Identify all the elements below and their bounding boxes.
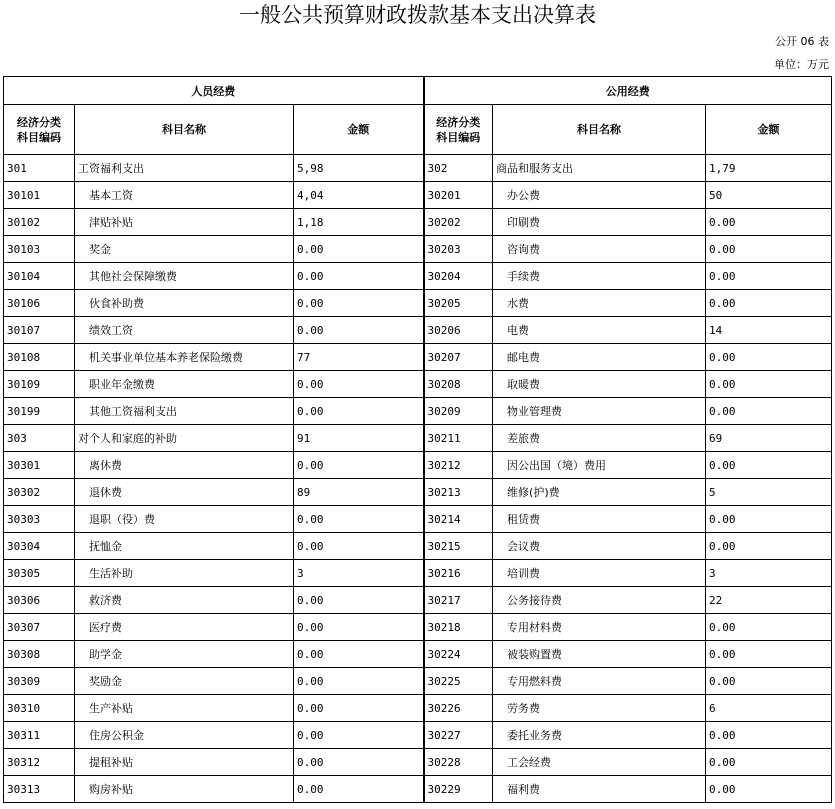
- table-row: [4, 236, 832, 263]
- expense-name-cell: 取暖费: [493, 371, 706, 398]
- expense-code-cell: 30308: [4, 641, 75, 668]
- expense-code-cell: 30225: [424, 668, 493, 695]
- expense-amount-cell: 0.00: [294, 776, 424, 803]
- expense-code-cell: 30306: [4, 587, 75, 614]
- table-row: [4, 263, 832, 290]
- expense-code-cell: 30206: [424, 317, 493, 344]
- expense-name-cell: 工资福利支出: [75, 155, 294, 182]
- expense-name-cell: 咨询费: [493, 236, 706, 263]
- expense-name-cell: 机关事业单位基本养老保险缴费: [75, 344, 294, 371]
- expense-amount-cell: 0.00: [294, 263, 424, 290]
- column-header-amount: 金额: [706, 105, 832, 155]
- expense-amount-cell: 14: [706, 317, 832, 344]
- expense-code-cell: 30106: [4, 290, 75, 317]
- expense-code-cell: 30208: [424, 371, 493, 398]
- expense-code-cell: 30101: [4, 182, 75, 209]
- expense-amount-cell: 0.00: [294, 722, 424, 749]
- expense-amount-cell: 0.00: [294, 614, 424, 641]
- expense-amount-cell: 0.00: [294, 668, 424, 695]
- expense-name-cell: 手续费: [493, 263, 706, 290]
- table-row: [4, 344, 832, 371]
- expense-name-cell: 工会经费: [493, 749, 706, 776]
- expense-name-cell: 维修(护)费: [493, 479, 706, 506]
- table-row: [4, 209, 832, 236]
- expense-code-cell: 30202: [424, 209, 493, 236]
- expense-name-cell: 其他社会保障缴费: [75, 263, 294, 290]
- expense-amount-cell: 0.00: [294, 452, 424, 479]
- expense-amount-cell: 0.00: [706, 209, 832, 236]
- expense-name-cell: 奖励金: [75, 668, 294, 695]
- expense-name-cell: 水费: [493, 290, 706, 317]
- table-row: [4, 371, 832, 398]
- expense-code-cell: 30204: [424, 263, 493, 290]
- expense-amount-cell: 3: [706, 560, 832, 587]
- expense-name-cell: 福利费: [493, 776, 706, 803]
- expense-code-cell: 303: [4, 425, 75, 452]
- expense-code-cell: 30227: [424, 722, 493, 749]
- table-row: [4, 776, 832, 803]
- expense-amount-cell: 0.00: [706, 722, 832, 749]
- expense-name-cell: 津贴补贴: [75, 209, 294, 236]
- expense-name-cell: 生活补助: [75, 560, 294, 587]
- expense-name-cell: 住房公积金: [75, 722, 294, 749]
- expense-name-cell: 公务接待费: [493, 587, 706, 614]
- expense-name-cell: 商品和服务支出: [493, 155, 706, 182]
- expense-amount-cell: 0.00: [294, 587, 424, 614]
- table-row: [4, 749, 832, 776]
- expense-amount-cell: 0.00: [294, 695, 424, 722]
- expense-amount-cell: 0.00: [706, 452, 832, 479]
- expense-code-cell: 30228: [424, 749, 493, 776]
- expense-code-cell: 30108: [4, 344, 75, 371]
- table-row: [4, 533, 832, 560]
- expense-amount-cell: 0.00: [706, 344, 832, 371]
- expense-amount-cell: 6: [706, 695, 832, 722]
- expense-amount-cell: 0.00: [706, 263, 832, 290]
- expense-code-cell: 30226: [424, 695, 493, 722]
- table-row: [4, 695, 832, 722]
- expense-name-cell: 基本工资: [75, 182, 294, 209]
- expense-code-cell: 30216: [424, 560, 493, 587]
- table-row: [4, 560, 832, 587]
- expense-amount-cell: 4,04: [294, 182, 424, 209]
- expense-code-cell: 30207: [424, 344, 493, 371]
- page-title: 一般公共预算财政拨款基本支出决算表: [239, 3, 596, 27]
- expense-code-cell: 30215: [424, 533, 493, 560]
- table-row: [4, 614, 832, 641]
- expense-code-cell: 30229: [424, 776, 493, 803]
- expense-code-cell: 30199: [4, 398, 75, 425]
- expense-code-cell: 30301: [4, 452, 75, 479]
- expense-amount-cell: 0.00: [294, 749, 424, 776]
- expense-code-cell: 30217: [424, 587, 493, 614]
- expense-name-cell: 物业管理费: [493, 398, 706, 425]
- expense-amount-cell: 89: [294, 479, 424, 506]
- expense-amount-cell: 0.00: [294, 398, 424, 425]
- expense-code-cell: 30309: [4, 668, 75, 695]
- expense-amount-cell: 3: [294, 560, 424, 587]
- table-row: [4, 425, 832, 452]
- table-row: [4, 722, 832, 749]
- table-row: [4, 668, 832, 695]
- expense-name-cell: 生产补贴: [75, 695, 294, 722]
- column-header-code: 经济分类 科目编码: [4, 105, 75, 155]
- expense-amount-cell: 5,98: [294, 155, 424, 182]
- expense-amount-cell: 5: [706, 479, 832, 506]
- column-header-code: 经济分类 科目编码: [424, 105, 493, 155]
- table-row: [4, 479, 832, 506]
- expense-amount-cell: 0.00: [294, 290, 424, 317]
- expense-code-cell: 30304: [4, 533, 75, 560]
- expense-code-cell: 30205: [424, 290, 493, 317]
- expense-code-cell: 30102: [4, 209, 75, 236]
- expense-amount-cell: 0.00: [706, 371, 832, 398]
- expense-amount-cell: 1,18: [294, 209, 424, 236]
- section-header-public: 公用经费: [424, 77, 832, 105]
- expense-amount-cell: 91: [294, 425, 424, 452]
- expense-amount-cell: 0.00: [706, 749, 832, 776]
- table-row: [4, 452, 832, 479]
- expense-name-cell: 专用燃料费: [493, 668, 706, 695]
- expense-name-cell: 委托业务费: [493, 722, 706, 749]
- expense-name-cell: 因公出国（境）费用: [493, 452, 706, 479]
- expense-amount-cell: 0.00: [706, 398, 832, 425]
- expense-amount-cell: 69: [706, 425, 832, 452]
- expense-amount-cell: 0.00: [706, 668, 832, 695]
- table-row: [4, 641, 832, 668]
- expense-name-cell: 医疗费: [75, 614, 294, 641]
- expense-name-cell: 印刷费: [493, 209, 706, 236]
- expense-name-cell: 助学金: [75, 641, 294, 668]
- expense-code-cell: 30201: [424, 182, 493, 209]
- expense-code-cell: 30211: [424, 425, 493, 452]
- expense-amount-cell: 0.00: [294, 641, 424, 668]
- expense-code-cell: 30302: [4, 479, 75, 506]
- expense-name-cell: 伙食补助费: [75, 290, 294, 317]
- expense-name-cell: 抚恤金: [75, 533, 294, 560]
- expense-name-cell: 职业年金缴费: [75, 371, 294, 398]
- table-row: [4, 290, 832, 317]
- section-header-personnel: 人员经费: [4, 77, 424, 105]
- expense-amount-cell: 50: [706, 182, 832, 209]
- expense-code-cell: 30303: [4, 506, 75, 533]
- budget-table: [3, 76, 832, 803]
- expense-code-cell: 30224: [424, 641, 493, 668]
- expense-code-cell: 30104: [4, 263, 75, 290]
- expense-name-cell: 电费: [493, 317, 706, 344]
- form-number: 公开 06 表: [775, 35, 829, 48]
- expense-amount-cell: 0.00: [706, 776, 832, 803]
- expense-name-cell: 专用材料费: [493, 614, 706, 641]
- expense-amount-cell: 22: [706, 587, 832, 614]
- expense-amount-cell: 0.00: [294, 317, 424, 344]
- expense-name-cell: 被装购置费: [493, 641, 706, 668]
- expense-name-cell: 绩效工资: [75, 317, 294, 344]
- expense-name-cell: 租赁费: [493, 506, 706, 533]
- expense-amount-cell: 0.00: [294, 506, 424, 533]
- expense-code-cell: 30312: [4, 749, 75, 776]
- expense-amount-cell: 1,79: [706, 155, 832, 182]
- expense-code-cell: 30214: [424, 506, 493, 533]
- expense-name-cell: 办公费: [493, 182, 706, 209]
- expense-name-cell: 对个人和家庭的补助: [75, 425, 294, 452]
- expense-name-cell: 购房补贴: [75, 776, 294, 803]
- column-header-amount: 金额: [294, 105, 424, 155]
- expense-name-cell: 会议费: [493, 533, 706, 560]
- column-header-name: 科目名称: [75, 105, 294, 155]
- expense-code-cell: 30103: [4, 236, 75, 263]
- expense-name-cell: 奖金: [75, 236, 294, 263]
- expense-name-cell: 培训费: [493, 560, 706, 587]
- expense-amount-cell: 0.00: [706, 614, 832, 641]
- expense-name-cell: 提租补贴: [75, 749, 294, 776]
- expense-name-cell: 邮电费: [493, 344, 706, 371]
- expense-name-cell: 离休费: [75, 452, 294, 479]
- expense-amount-cell: 0.00: [294, 371, 424, 398]
- expense-name-cell: 其他工资福利支出: [75, 398, 294, 425]
- expense-code-cell: 30203: [424, 236, 493, 263]
- table-row: [4, 155, 832, 182]
- expense-amount-cell: 0.00: [294, 533, 424, 560]
- expense-name-cell: 差旅费: [493, 425, 706, 452]
- unit-label: 单位：万元: [774, 58, 829, 71]
- expense-amount-cell: 0.00: [706, 236, 832, 263]
- expense-code-cell: 30212: [424, 452, 493, 479]
- expense-code-cell: 30209: [424, 398, 493, 425]
- expense-amount-cell: 0.00: [706, 506, 832, 533]
- expense-name-cell: 退职（役）费: [75, 506, 294, 533]
- expense-code-cell: 301: [4, 155, 75, 182]
- expense-name-cell: 救济费: [75, 587, 294, 614]
- expense-code-cell: 30218: [424, 614, 493, 641]
- table-row: [4, 182, 832, 209]
- expense-code-cell: 30310: [4, 695, 75, 722]
- expense-amount-cell: 77: [294, 344, 424, 371]
- table-row: [4, 398, 832, 425]
- expense-code-cell: 30109: [4, 371, 75, 398]
- expense-amount-cell: 0.00: [706, 533, 832, 560]
- expense-name-cell: 劳务费: [493, 695, 706, 722]
- expense-code-cell: 302: [424, 155, 493, 182]
- expense-amount-cell: 0.00: [706, 641, 832, 668]
- expense-amount-cell: 0.00: [294, 236, 424, 263]
- expense-code-cell: 30107: [4, 317, 75, 344]
- table-row: [4, 587, 832, 614]
- table-row: [4, 506, 832, 533]
- expense-amount-cell: 0.00: [706, 290, 832, 317]
- expense-code-cell: 30213: [424, 479, 493, 506]
- expense-code-cell: 30305: [4, 560, 75, 587]
- expense-code-cell: 30313: [4, 776, 75, 803]
- expense-code-cell: 30307: [4, 614, 75, 641]
- expense-code-cell: 30311: [4, 722, 75, 749]
- expense-name-cell: 退休费: [75, 479, 294, 506]
- column-header-name: 科目名称: [493, 105, 706, 155]
- table-row: [4, 317, 832, 344]
